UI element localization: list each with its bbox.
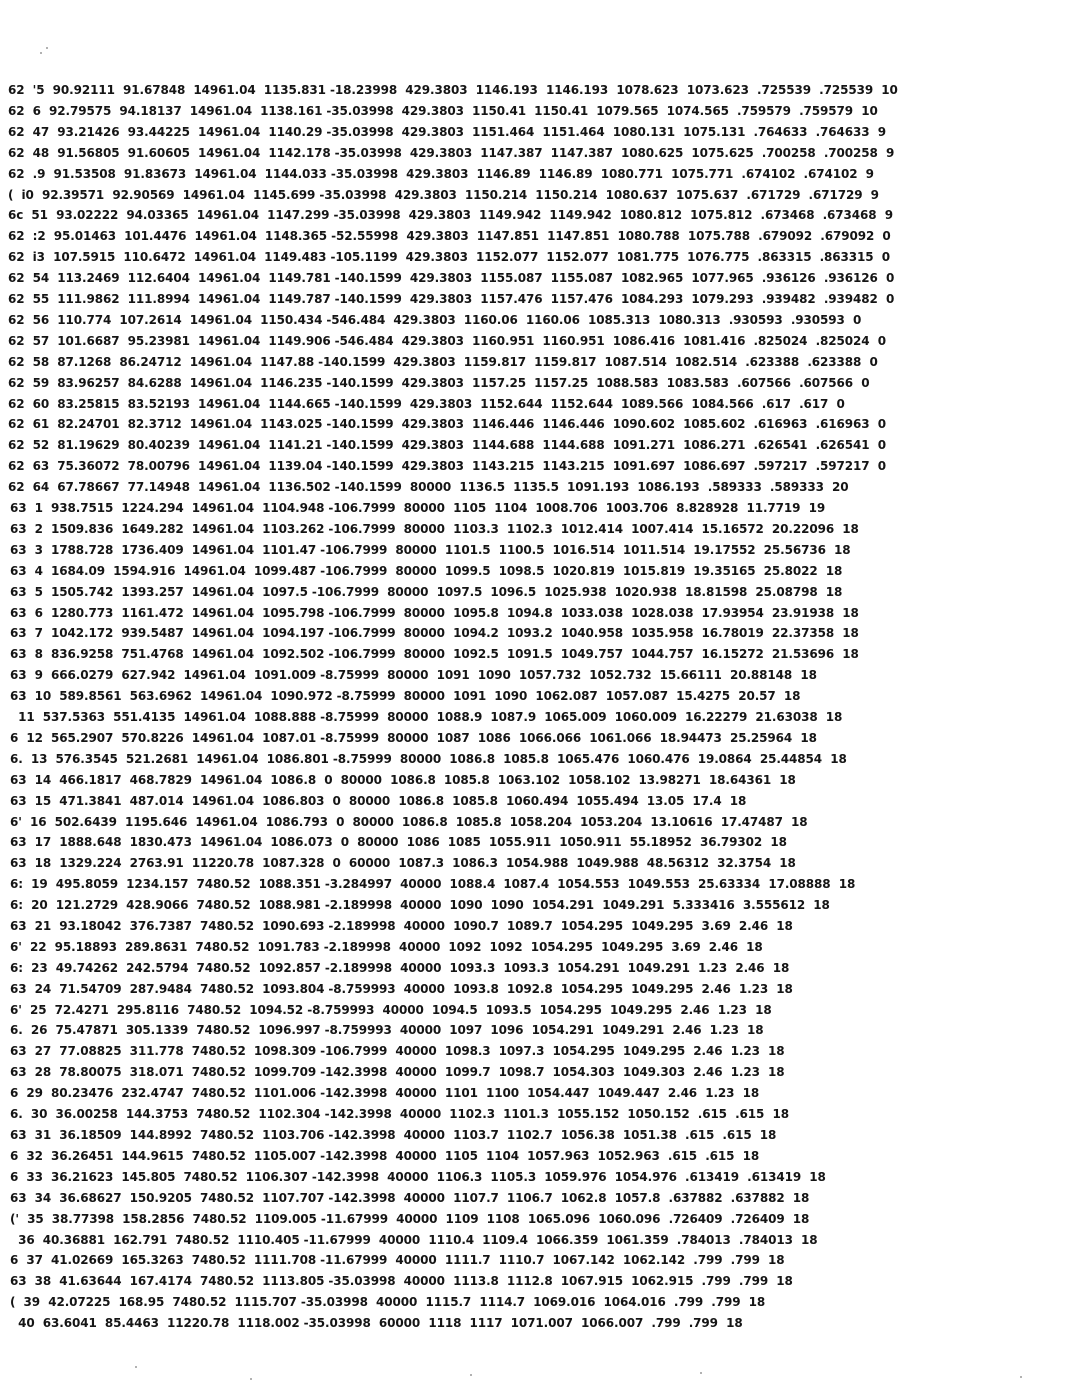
table-row: 63 10 589.8561 563.6962 14961.04 1090.972 -8.75999 80000 1091 1090 1062.087 1057.087 15.4275 20.57 18: [10, 689, 801, 703]
table-row: 6' 25 72.4271 295.8116 7480.52 1094.52 -8.759993 40000 1094.5 1093.5 1054.295 1049.295 2.46 1.23 18: [10, 1003, 772, 1017]
table-row: 63 24 71.54709 287.9484 7480.52 1093.804 -8.759993 40000 1093.8 1092.8 1054.295 1049.295 2.46 1.23 18: [10, 982, 793, 996]
scan-speck: [135, 1366, 137, 1368]
table-row: 6' 22 95.18893 289.8631 7480.52 1091.783 -2.189998 40000 1092 1092 1054.295 1049.295 3.69 2.46 18: [10, 940, 763, 954]
table-row: 63 9 666.0279 627.942 14961.04 1091.009 -8.75999 80000 1091 1090 1057.732 1052.732 15.66111 20.88148 18: [10, 668, 817, 682]
table-row: 6 12 565.2907 570.8226 14961.04 1087.01 -8.75999 80000 1087 1086 1066.066 1061.066 18.94473 25.25964 18: [10, 731, 817, 745]
table-row: 62 55 111.9862 111.8994 14961.04 1149.787 -140.1599 429.3803 1157.476 1157.476 1084.293 1079.293 .939482 .939482 0: [8, 292, 895, 306]
table-row: 62 '5 90.92111 91.67848 14961.04 1135.831 -18.23998 429.3803 1146.193 1146.193 1078.623 1073.623 .725539 .725539 10: [8, 83, 898, 97]
table-row: 63 34 36.68627 150.9205 7480.52 1107.707 -142.3998 40000 1107.7 1106.7 1062.8 1057.8 .637882 .637882 18: [10, 1191, 810, 1205]
table-row: 63 6 1280.773 1161.472 14961.04 1095.798 -106.7999 80000 1095.8 1094.8 1033.038 1028.038 17.93954 23.91938 18: [10, 606, 859, 620]
table-row: 63 17 1888.648 1830.473 14961.04 1086.073 0 80000 1086 1085 1055.911 1050.911 55.18952 36.79302 18: [10, 835, 787, 849]
table-row: 63 14 466.1817 468.7829 14961.04 1086.8 0 80000 1086.8 1085.8 1063.102 1058.102 13.98271 18.64361 18: [10, 773, 796, 787]
table-row: 62 60 83.25815 83.52193 14961.04 1144.665 -140.1599 429.3803 1152.644 1152.644 1089.566 1084.566 .617 .617 0: [8, 397, 845, 411]
table-row: 62 i3 107.5915 110.6472 14961.04 1149.483 -105.1199 429.3803 1152.077 1152.077 1081.775 1076.775 .863315 .863315 0: [8, 250, 890, 264]
table-row: 62 64 67.78667 77.14948 14961.04 1136.502 -140.1599 80000 1136.5 1135.5 1091.193 1086.193 .589333 .589333 20: [8, 480, 849, 494]
table-row: 6 37 41.02669 165.3263 7480.52 1111.708 -11.67999 40000 1111.7 1110.7 1067.142 1062.142 .799 .799 18: [10, 1253, 785, 1267]
table-row: 63 27 77.08825 311.778 7480.52 1098.309 -106.7999 40000 1098.3 1097.3 1054.295 1049.295 2.46 1.23 18: [10, 1044, 785, 1058]
table-row: 63 15 471.3841 487.014 14961.04 1086.803 0 80000 1086.8 1085.8 1060.494 1055.494 13.05 17.4 18: [10, 794, 747, 808]
table-row: 40 63.6041 85.4463 11220.78 1118.002 -35.03998 60000 1118 1117 1071.007 1066.007 .799 .799 18: [10, 1316, 743, 1330]
table-row: (' 35 38.77398 158.2856 7480.52 1109.005 -11.67999 40000 1109 1108 1065.096 1060.096 .726409 .726409 18: [10, 1212, 810, 1226]
table-row: 62 52 81.19629 80.40239 14961.04 1141.21 -140.1599 429.3803 1144.688 1144.688 1091.271 1086.271 .626541 .626541 0: [8, 438, 886, 452]
table-row: 62 .9 91.53508 91.83673 14961.04 1144.033 -35.03998 429.3803 1146.89 1146.89 1080.771 1075.771 .674102 .674102 9: [8, 167, 874, 181]
table-row: 36 40.36881 162.791 7480.52 1110.405 -11.67999 40000 1110.4 1109.4 1066.359 1061.359 .784013 .784013 18: [10, 1233, 818, 1247]
table-row: 6. 30 36.00258 144.3753 7480.52 1102.304 -142.3998 40000 1102.3 1101.3 1055.152 1050.152 .615 .615 18: [10, 1107, 789, 1121]
table-row: 6: 20 121.2729 428.9066 7480.52 1088.981 -2.189998 40000 1090 1090 1054.291 1049.291 5.333416 3.555612 18: [10, 898, 830, 912]
scan-speck: [46, 47, 48, 49]
table-row: 62 61 82.24701 82.3712 14961.04 1143.025 -140.1599 429.3803 1146.446 1146.446 1090.602 1085.602 .616963 .616963 0: [8, 417, 886, 431]
table-row: 63 21 93.18042 376.7387 7480.52 1090.693 -2.189998 40000 1090.7 1089.7 1054.295 1049.295 3.69 2.46 18: [10, 919, 793, 933]
table-row: 11 537.5363 551.4135 14961.04 1088.888 -8.75999 80000 1088.9 1087.9 1065.009 1060.009 16.22279 21.63038 18: [10, 710, 843, 724]
table-row: 62 47 93.21426 93.44225 14961.04 1140.29 -35.03998 429.3803 1151.464 1151.464 1080.131 1075.131 .764633 .764633 9: [8, 125, 886, 139]
scan-speck: [470, 1374, 472, 1376]
table-row: 62 63 75.36072 78.00796 14961.04 1139.04 -140.1599 429.3803 1143.215 1143.215 1091.697 1086.697 .597217 .597217 0: [8, 459, 886, 473]
table-row: 63 7 1042.172 939.5487 14961.04 1094.197 -106.7999 80000 1094.2 1093.2 1040.958 1035.958 16.78019 22.37358 18: [10, 626, 859, 640]
table-row: 63 2 1509.836 1649.282 14961.04 1103.262 -106.7999 80000 1103.3 1102.3 1012.414 1007.414 15.16572 20.22096 18: [10, 522, 859, 536]
table-row: 6 32 36.26451 144.9615 7480.52 1105.007 -142.3998 40000 1105 1104 1057.963 1052.963 .615 .615 18: [10, 1149, 760, 1163]
table-row: 62 48 91.56805 91.60605 14961.04 1142.178 -35.03998 429.3803 1147.387 1147.387 1080.625 1075.625 .700258 .700258 9: [8, 146, 895, 160]
table-row: 6' 16 502.6439 1195.646 14961.04 1086.793 0 80000 1086.8 1085.8 1058.204 1053.204 13.10616 17.47487 18: [10, 815, 808, 829]
table-row: 62 :2 95.01463 101.4476 14961.04 1148.365 -52.55998 429.3803 1147.851 1147.851 1080.788 1075.788 .679092 .679092 0: [8, 229, 891, 243]
table-row: ( i0 92.39571 92.90569 14961.04 1145.699 -35.03998 429.3803 1150.214 1150.214 1080.637 1075.637 .671729 .671729 9: [8, 188, 879, 202]
table-row: 6. 13 576.3545 521.2681 14961.04 1086.801 -8.75999 80000 1086.8 1085.8 1065.476 1060.476 19.0864 25.44854 18: [10, 752, 847, 766]
table-row: 6 29 80.23476 232.4747 7480.52 1101.006 -142.3998 40000 1101 1100 1054.447 1049.447 2.46 1.23 18: [10, 1086, 760, 1100]
table-row: 63 5 1505.742 1393.257 14961.04 1097.5 -106.7999 80000 1097.5 1096.5 1025.938 1020.938 18.81598 25.08798 18: [10, 585, 843, 599]
table-row: 63 18 1329.224 2763.91 11220.78 1087.328 0 60000 1087.3 1086.3 1054.988 1049.988 48.56312 32.3754 18: [10, 856, 796, 870]
table-row: 63 31 36.18509 144.8992 7480.52 1103.706 -142.3998 40000 1103.7 1102.7 1056.38 1051.38 .615 .615 18: [10, 1128, 777, 1142]
table-row: 63 3 1788.728 1736.409 14961.04 1101.47 -106.7999 80000 1101.5 1100.5 1016.514 1011.514 19.17552 25.56736 18: [10, 543, 851, 557]
table-row: 6 33 36.21623 145.805 7480.52 1106.307 -142.3998 40000 1106.3 1105.3 1059.976 1054.976 .613419 .613419 18: [10, 1170, 826, 1184]
scan-speck: [40, 52, 42, 54]
table-row: 6: 19 495.8059 1234.157 7480.52 1088.351 -3.284997 40000 1088.4 1087.4 1054.553 1049.553 25.63334 17.08888 18: [10, 877, 856, 891]
table-row: 63 8 836.9258 751.4768 14961.04 1092.502 -106.7999 80000 1092.5 1091.5 1049.757 1044.757 16.15272 21.53696 18: [10, 647, 859, 661]
table-row: 63 28 78.80075 318.071 7480.52 1099.709 -142.3998 40000 1099.7 1098.7 1054.303 1049.303 2.46 1.23 18: [10, 1065, 785, 1079]
table-row: 6. 26 75.47871 305.1339 7480.52 1096.997 -8.759993 40000 1097 1096 1054.291 1049.291 2.46 1.23 18: [10, 1023, 764, 1037]
table-row: 63 1 938.7515 1224.294 14961.04 1104.948 -106.7999 80000 1105 1104 1008.706 1003.706 8.828928 11.7719 19: [10, 501, 826, 515]
table-row: 63 4 1684.09 1594.916 14961.04 1099.487 -106.7999 80000 1099.5 1098.5 1020.819 1015.819 19.35165 25.8022 18: [10, 564, 843, 578]
table-row: 62 56 110.774 107.2614 14961.04 1150.434 -546.484 429.3803 1160.06 1160.06 1085.313 1080.313 .930593 .930593 0: [8, 313, 862, 327]
table-row: 62 58 87.1268 86.24712 14961.04 1147.88 -140.1599 429.3803 1159.817 1159.817 1087.514 1082.514 .623388 .623388 0: [8, 355, 878, 369]
table-row: 63 38 41.63644 167.4174 7480.52 1113.805 -35.03998 40000 1113.8 1112.8 1067.915 1062.915 .799 .799 18: [10, 1274, 793, 1288]
table-row: 62 54 113.2469 112.6404 14961.04 1149.781 -140.1599 429.3803 1155.087 1155.087 1082.965 1077.965 .936126 .936126 0: [8, 271, 895, 285]
table-row: 6c 51 93.02222 94.03365 14961.04 1147.299 -35.03998 429.3803 1149.942 1149.942 1080.812 1075.812 .673468 .673468 9: [8, 208, 893, 222]
table-row: ( 39 42.07225 168.95 7480.52 1115.707 -35.03998 40000 1115.7 1114.7 1069.016 1064.016 .799 .799 18: [10, 1295, 766, 1309]
table-row: 62 59 83.96257 84.6288 14961.04 1146.235 -140.1599 429.3803 1157.25 1157.25 1088.583 1083.583 .607566 .607566 0: [8, 376, 870, 390]
table-row: 6: 23 49.74262 242.5794 7480.52 1092.857 -2.189998 40000 1093.3 1093.3 1054.291 1049.291 1.23 2.46 18: [10, 961, 790, 975]
table-row: 62 6 92.79575 94.18137 14961.04 1138.161 -35.03998 429.3803 1150.41 1150.41 1079.565 1074.565 .759579 .759579 10: [8, 104, 878, 118]
table-row: 62 57 101.6687 95.23981 14961.04 1149.906 -546.484 429.3803 1160.951 1160.951 1086.416 1081.416 .825024 .825024 0: [8, 334, 886, 348]
scan-speck: [1020, 1376, 1022, 1378]
scan-speck: [700, 1372, 702, 1374]
